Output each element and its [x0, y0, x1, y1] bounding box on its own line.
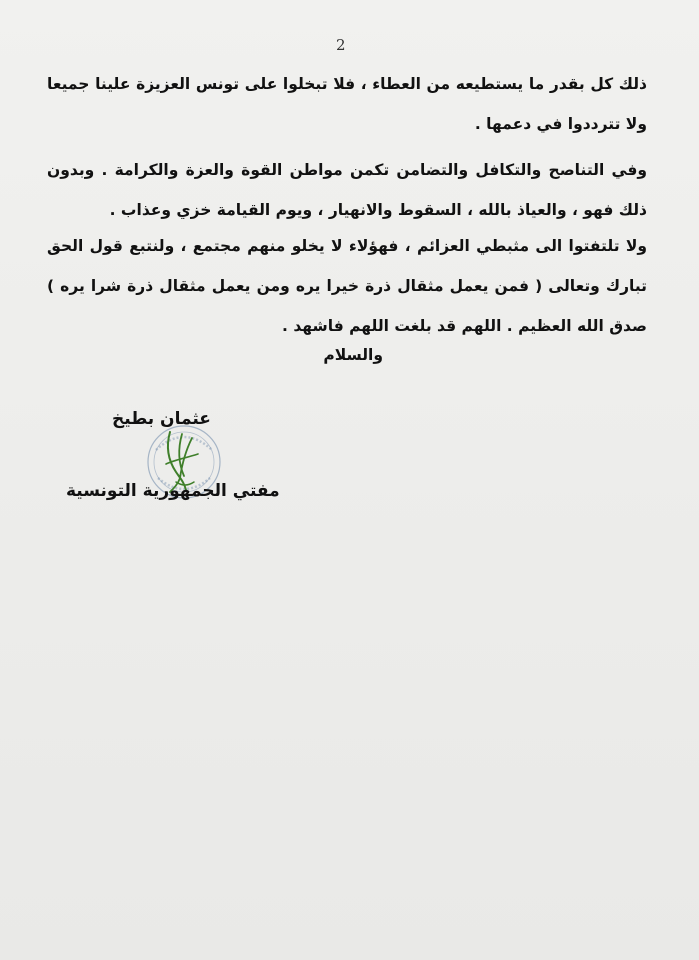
page-number: 2: [336, 36, 346, 54]
paragraph-3: ولا تلتفتوا الى مثبطي العزائم ، فهؤلاء لا يخلو منهم مجتمع ، ولنتبع قول الحق تبارك وتعالى ( فمن يعمل مثقال ذرة خيرا يره ومن يعمل مثقال ذرة شرا يره ) صدق الله العظيم . اللهم قد بلغت اللهم فاشهد .: [47, 237, 647, 335]
paragraph-1: ذلك كل بقدر ما يستطيعه من العطاء ، فلا تبخلوا على تونس العزيزة علينا جميعا ولا تترددوا في دعمها .: [47, 75, 647, 133]
closing-salutation: والسلام: [323, 346, 383, 364]
signer-title: مفتي الجمهورية التونسية: [66, 481, 280, 501]
paragraph-2: وفي التناصح والتكافل والتضامن تكمن مواطن القوة والعزة والكرامة . وبدون ذلك فهو ، والعياذ بالله ، السقوط والانهيار ، ويوم القيامة خزي وعذاب .: [47, 161, 647, 219]
signer-name: عثمان بطيخ: [112, 409, 211, 429]
